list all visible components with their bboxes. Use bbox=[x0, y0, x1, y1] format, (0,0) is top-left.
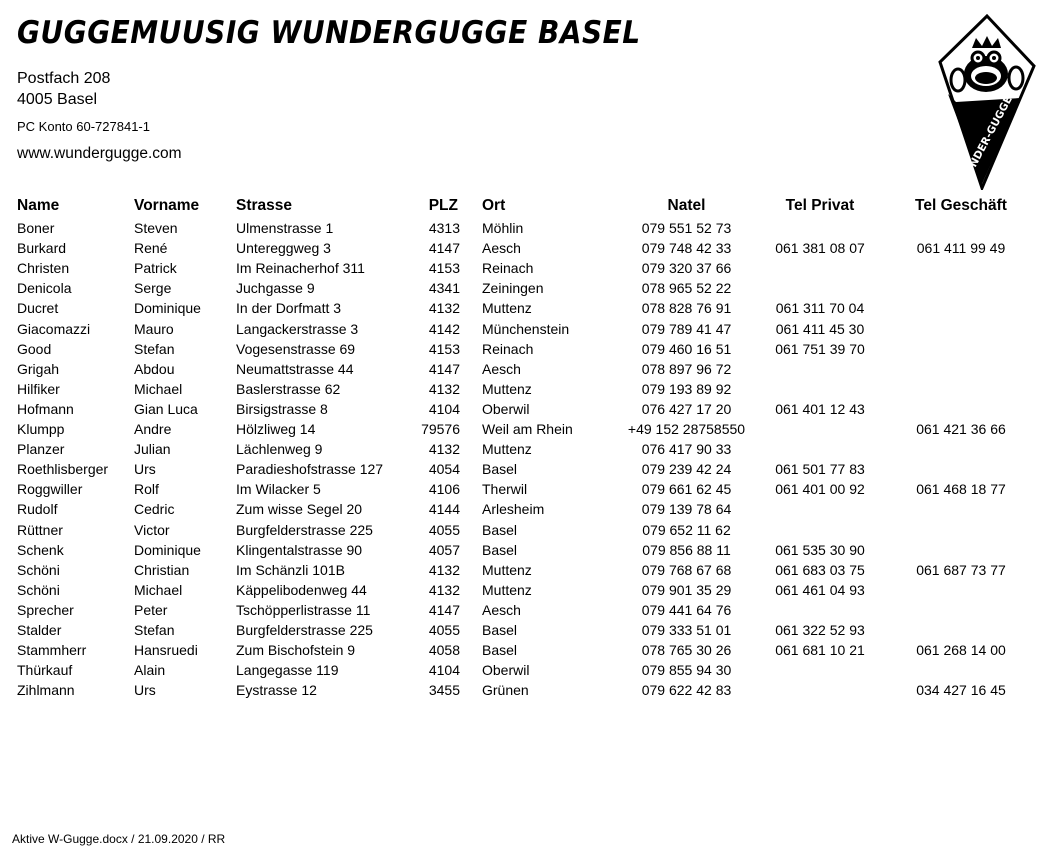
cell-vorname: Hansruedi bbox=[134, 642, 198, 658]
cell-ort: Aesch bbox=[482, 602, 521, 618]
cell-natel: 079 139 78 64 bbox=[641, 501, 732, 517]
cell-name: Rudolf bbox=[17, 501, 58, 517]
table-row bbox=[0, 421, 1047, 441]
cell-ort: Muttenz bbox=[482, 562, 532, 578]
cell-plz: 4341 bbox=[428, 280, 460, 296]
cell-ort: Zeiningen bbox=[482, 280, 544, 296]
cell-natel: 079 901 35 29 bbox=[641, 582, 732, 598]
cell-ort: Reinach bbox=[482, 341, 534, 357]
table-row bbox=[0, 642, 1047, 662]
cell-vorname: Patrick bbox=[134, 260, 177, 276]
cell-plz: 4132 bbox=[428, 441, 460, 457]
cell-strasse: Neumattstrasse 44 bbox=[236, 361, 354, 377]
cell-tel-privat: 061 411 45 30 bbox=[775, 321, 865, 337]
cell-natel: 079 661 62 45 bbox=[641, 481, 732, 497]
table-row bbox=[0, 321, 1047, 341]
cell-strasse: In der Dorfmatt 3 bbox=[236, 300, 342, 316]
cell-vorname: Andre bbox=[134, 421, 172, 437]
logo-text: WUNDER-GUGGE bbox=[957, 94, 1015, 188]
cell-ort: Oberwil bbox=[482, 401, 530, 417]
cell-plz: 4313 bbox=[428, 220, 460, 236]
cell-natel: 079 855 94 30 bbox=[641, 662, 732, 678]
table-row bbox=[0, 401, 1047, 421]
cell-name: Hofmann bbox=[17, 401, 74, 417]
cell-name: Stammherr bbox=[17, 642, 87, 658]
cell-plz: 4132 bbox=[428, 300, 460, 316]
cell-vorname: Stefan bbox=[134, 622, 175, 638]
table-row bbox=[0, 562, 1047, 582]
cell-strasse: Langegasse 119 bbox=[236, 662, 339, 678]
table-row bbox=[0, 481, 1047, 501]
address-line-2: 4005 Basel bbox=[17, 91, 98, 108]
cell-natel: 079 320 37 66 bbox=[641, 260, 732, 276]
cell-name: Giacomazzi bbox=[17, 321, 91, 337]
wundergugge-logo bbox=[938, 14, 1036, 190]
cell-strasse: Baslerstrasse 62 bbox=[236, 381, 341, 397]
cell-name: Stalder bbox=[17, 622, 62, 638]
cell-tel-privat: 061 381 08 07 bbox=[775, 240, 865, 256]
cell-tel-privat: 061 535 30 90 bbox=[775, 542, 865, 558]
cell-strasse: Hölzliweg 14 bbox=[236, 421, 316, 437]
table-row bbox=[0, 522, 1047, 542]
cell-strasse: Burgfelderstrasse 225 bbox=[236, 522, 373, 538]
cell-natel: 079 441 64 76 bbox=[641, 602, 732, 618]
cell-ort: Basel bbox=[482, 461, 518, 477]
cell-strasse: Langackerstrasse 3 bbox=[236, 321, 359, 337]
cell-ort: Aesch bbox=[482, 240, 521, 256]
cell-ort: Möhlin bbox=[482, 220, 524, 236]
cell-plz: 4142 bbox=[428, 321, 460, 337]
cell-vorname: Steven bbox=[134, 220, 178, 236]
cell-tel-privat: 061 401 12 43 bbox=[775, 401, 865, 417]
cell-natel: 078 765 30 26 bbox=[641, 642, 732, 658]
cell-natel: 079 551 52 73 bbox=[641, 220, 732, 236]
cell-ort: Aesch bbox=[482, 361, 521, 377]
cell-plz: 4104 bbox=[428, 662, 460, 678]
cell-tel-privat: 061 501 77 83 bbox=[775, 461, 865, 477]
cell-vorname: Dominique bbox=[134, 300, 201, 316]
cell-natel: 079 622 42 83 bbox=[641, 682, 732, 698]
cell-plz: 79576 bbox=[421, 421, 460, 437]
website-link: www.wundergugge.com bbox=[17, 145, 182, 162]
cell-plz: 4144 bbox=[428, 501, 460, 517]
cell-strasse: Zum wisse Segel 20 bbox=[236, 501, 363, 517]
cell-name: Thürkauf bbox=[17, 662, 73, 678]
cell-tel-geschaeft: 034 427 16 45 bbox=[916, 682, 1006, 698]
cell-tel-geschaeft: 061 421 36 66 bbox=[916, 421, 1006, 437]
cell-plz: 4153 bbox=[428, 260, 460, 276]
table-row bbox=[0, 582, 1047, 602]
cell-natel: 079 748 42 33 bbox=[641, 240, 732, 256]
header-natel: Natel bbox=[667, 197, 706, 214]
cell-vorname: Stefan bbox=[134, 341, 175, 357]
table-row bbox=[0, 260, 1047, 280]
cell-ort: Basel bbox=[482, 622, 518, 638]
cell-name: Grigah bbox=[17, 361, 60, 377]
cell-natel: 079 652 11 62 bbox=[642, 522, 731, 538]
cell-natel: +49 152 28758550 bbox=[627, 421, 746, 437]
cell-vorname: Rolf bbox=[134, 481, 159, 497]
header-ort: Ort bbox=[482, 197, 506, 214]
cell-vorname: Dominique bbox=[134, 542, 201, 558]
cell-ort: Basel bbox=[482, 642, 518, 658]
cell-strasse: Lächlenweg 9 bbox=[236, 441, 323, 457]
cell-name: Zihlmann bbox=[17, 682, 75, 698]
footer-note: Aktive W-Gugge.docx / 21.09.2020 / RR bbox=[12, 832, 226, 846]
cell-tel-privat: 061 311 70 04 bbox=[775, 300, 865, 316]
cell-natel: 078 828 76 91 bbox=[641, 300, 732, 316]
cell-vorname: Urs bbox=[134, 682, 156, 698]
cell-ort: Therwil bbox=[482, 481, 528, 497]
cell-plz: 4132 bbox=[428, 562, 460, 578]
cell-plz: 3455 bbox=[428, 682, 460, 698]
table-row bbox=[0, 501, 1047, 521]
cell-name: Roethlisberger bbox=[17, 461, 109, 477]
cell-name: Rüttner bbox=[17, 522, 63, 538]
cell-name: Planzer bbox=[17, 441, 65, 457]
cell-name: Sprecher bbox=[17, 602, 74, 618]
cell-strasse: Untereggweg 3 bbox=[236, 240, 331, 256]
cell-tel-geschaeft: 061 411 99 49 bbox=[916, 240, 1006, 256]
cell-name: Good bbox=[17, 341, 52, 357]
cell-natel: 079 193 89 92 bbox=[641, 381, 732, 397]
cell-name: Ducret bbox=[17, 300, 59, 316]
cell-plz: 4055 bbox=[428, 622, 460, 638]
cell-strasse: Zum Bischofstein 9 bbox=[236, 642, 356, 658]
cell-ort: Grünen bbox=[482, 682, 529, 698]
cell-natel: 078 897 96 72 bbox=[641, 361, 732, 377]
cell-plz: 4147 bbox=[428, 361, 460, 377]
header-vorname: Vorname bbox=[134, 197, 200, 214]
cell-tel-privat: 061 681 10 21 bbox=[775, 642, 865, 658]
cell-ort: Muttenz bbox=[482, 381, 532, 397]
table-row bbox=[0, 622, 1047, 642]
header-strasse: Strasse bbox=[236, 197, 293, 214]
cell-plz: 4054 bbox=[428, 461, 460, 477]
cell-natel: 079 333 51 01 bbox=[641, 622, 732, 638]
cell-strasse: Im Schänzli 101B bbox=[236, 562, 345, 578]
table-row bbox=[0, 341, 1047, 361]
table-row bbox=[0, 602, 1047, 622]
cell-name: Burkard bbox=[17, 240, 67, 256]
header-tel-privat: Tel Privat bbox=[785, 197, 855, 214]
cell-name: Christen bbox=[17, 260, 70, 276]
cell-strasse: Klingentalstrasse 90 bbox=[236, 542, 363, 558]
cell-natel: 079 239 42 24 bbox=[641, 461, 732, 477]
cell-tel-privat: 061 322 52 93 bbox=[775, 622, 865, 638]
cell-name: Klumpp bbox=[17, 421, 65, 437]
table-row bbox=[0, 240, 1047, 260]
cell-plz: 4106 bbox=[428, 481, 460, 497]
cell-vorname: Julian bbox=[134, 441, 171, 457]
table-row bbox=[0, 542, 1047, 562]
cell-plz: 4147 bbox=[428, 602, 460, 618]
cell-natel: 079 789 41 47 bbox=[641, 321, 732, 337]
cell-tel-geschaeft: 061 687 73 77 bbox=[916, 562, 1006, 578]
cell-ort: Basel bbox=[482, 542, 518, 558]
cell-ort: Arlesheim bbox=[482, 501, 545, 517]
cell-vorname: Cedric bbox=[134, 501, 175, 517]
table-header bbox=[0, 197, 1047, 217]
table-row bbox=[0, 220, 1047, 240]
cell-plz: 4132 bbox=[428, 582, 460, 598]
cell-ort: Muttenz bbox=[482, 441, 532, 457]
cell-plz: 4057 bbox=[428, 542, 460, 558]
cell-plz: 4153 bbox=[428, 341, 460, 357]
cell-tel-privat: 061 461 04 93 bbox=[775, 582, 865, 598]
cell-vorname: Victor bbox=[134, 522, 170, 538]
cell-strasse: Ulmenstrasse 1 bbox=[236, 220, 334, 236]
cell-vorname: Serge bbox=[134, 280, 172, 296]
cell-vorname: René bbox=[134, 240, 168, 256]
cell-ort: Oberwil bbox=[482, 662, 530, 678]
cell-strasse: Paradieshofstrasse 127 bbox=[236, 461, 384, 477]
cell-natel: 076 417 90 33 bbox=[641, 441, 732, 457]
cell-plz: 4147 bbox=[428, 240, 460, 256]
cell-strasse: Tschöpperlistrasse 11 bbox=[236, 602, 371, 618]
cell-vorname: Urs bbox=[134, 461, 156, 477]
cell-strasse: Birsigstrasse 8 bbox=[236, 401, 328, 417]
header-name: Name bbox=[17, 197, 60, 214]
cell-strasse: Im Wilacker 5 bbox=[236, 481, 321, 497]
cell-natel: 079 856 88 11 bbox=[642, 542, 731, 558]
cell-plz: 4132 bbox=[428, 381, 460, 397]
cell-name: Schenk bbox=[17, 542, 64, 558]
cell-strasse: Burgfelderstrasse 225 bbox=[236, 622, 373, 638]
cell-name: Schöni bbox=[17, 562, 60, 578]
table-row bbox=[0, 361, 1047, 381]
cell-name: Schöni bbox=[17, 582, 60, 598]
cell-strasse: Vogesenstrasse 69 bbox=[236, 341, 356, 357]
cell-strasse: Eystrasse 12 bbox=[236, 682, 317, 698]
page-title: GUGGEMUUSIG WUNDERGUGGE BASEL bbox=[17, 14, 641, 51]
cell-strasse: Im Reinacherhof 311 bbox=[236, 260, 365, 276]
cell-name: Hilfiker bbox=[17, 381, 60, 397]
cell-natel: 079 768 67 68 bbox=[641, 562, 732, 578]
cell-plz: 4058 bbox=[428, 642, 460, 658]
cell-tel-geschaeft: 061 268 14 00 bbox=[916, 642, 1006, 658]
cell-name: Roggwiller bbox=[17, 481, 83, 497]
cell-natel: 076 427 17 20 bbox=[641, 401, 732, 417]
table-row bbox=[0, 441, 1047, 461]
table-row bbox=[0, 300, 1047, 320]
table-row bbox=[0, 461, 1047, 481]
cell-strasse: Juchgasse 9 bbox=[236, 280, 315, 296]
table-row bbox=[0, 682, 1047, 702]
cell-strasse: Käppelibodenweg 44 bbox=[236, 582, 367, 598]
cell-ort: Basel bbox=[482, 522, 518, 538]
cell-vorname: Michael bbox=[134, 582, 183, 598]
cell-vorname: Mauro bbox=[134, 321, 174, 337]
cell-ort: Reinach bbox=[482, 260, 534, 276]
cell-vorname: Gian Luca bbox=[134, 401, 198, 417]
cell-name: Boner bbox=[17, 220, 55, 236]
cell-name: Denicola bbox=[17, 280, 72, 296]
cell-tel-privat: 061 401 00 92 bbox=[775, 481, 865, 497]
cell-ort: Münchenstein bbox=[482, 321, 570, 337]
cell-ort: Muttenz bbox=[482, 582, 532, 598]
cell-natel: 079 460 16 51 bbox=[641, 341, 732, 357]
header-tel-geschaeft: Tel Geschäft bbox=[915, 197, 1007, 214]
cell-vorname: Peter bbox=[134, 602, 168, 618]
cell-plz: 4104 bbox=[428, 401, 460, 417]
cell-tel-privat: 061 751 39 70 bbox=[775, 341, 865, 357]
table-row bbox=[0, 381, 1047, 401]
header-plz: PLZ bbox=[428, 197, 458, 214]
cell-plz: 4055 bbox=[428, 522, 460, 538]
cell-ort: Muttenz bbox=[482, 300, 532, 316]
cell-vorname: Abdou bbox=[134, 361, 175, 377]
cell-vorname: Michael bbox=[134, 381, 183, 397]
cell-ort: Weil am Rhein bbox=[482, 421, 573, 437]
table-row bbox=[0, 662, 1047, 682]
table-row bbox=[0, 280, 1047, 300]
cell-tel-geschaeft: 061 468 18 77 bbox=[916, 481, 1006, 497]
cell-vorname: Christian bbox=[134, 562, 190, 578]
cell-tel-privat: 061 683 03 75 bbox=[775, 562, 865, 578]
address-line-1: Postfach 208 bbox=[17, 70, 111, 87]
cell-natel: 078 965 52 22 bbox=[641, 280, 732, 296]
cell-vorname: Alain bbox=[134, 662, 166, 678]
account-number: PC Konto 60-727841-1 bbox=[17, 119, 150, 134]
